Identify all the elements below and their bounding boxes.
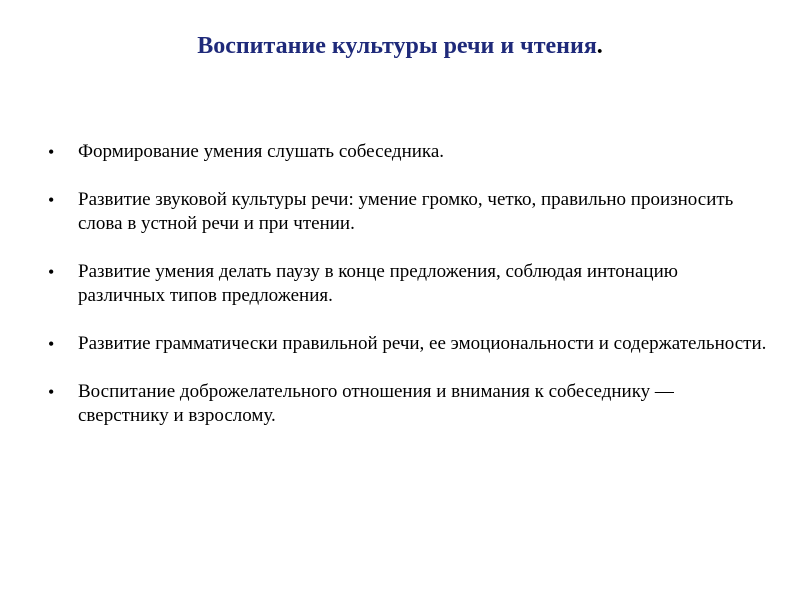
bullet-dot-icon: • [48,334,55,354]
bullet-text: Развитие умения делать паузу в конце предложения, соблюдая интонацию различных типов предложения. [78,261,678,306]
bullet-item [48,260,768,308]
bullet-item [48,140,768,164]
slide-title-text: Воспитание культуры речи и чтения [197,33,597,59]
bullet-text: Развитие звуковой культуры речи: умение громко, четко, правильно произносить слова в устной речи и при чтении. [78,189,734,234]
bullet-dot-icon: • [48,262,55,282]
bullet-text: Формирование умения слушать собеседника. [78,141,445,162]
bullet-item [48,332,768,356]
bullet-item [48,380,768,428]
bullet-item [48,188,768,236]
bullet-dot-icon: • [48,142,55,162]
slide-title-period: . [596,33,603,59]
slide-title [0,30,800,62]
bullet-list [48,140,768,452]
bullet-dot-icon: • [48,382,55,402]
bullet-dot-icon: • [48,190,55,210]
bullet-text: Воспитание доброжелательного отношения и внимания к собеседнику — сверстнику и взрослому. [78,381,674,426]
bullet-text: Развитие грамматически правильной речи, ее эмоциональности и содержательности. [78,333,767,354]
